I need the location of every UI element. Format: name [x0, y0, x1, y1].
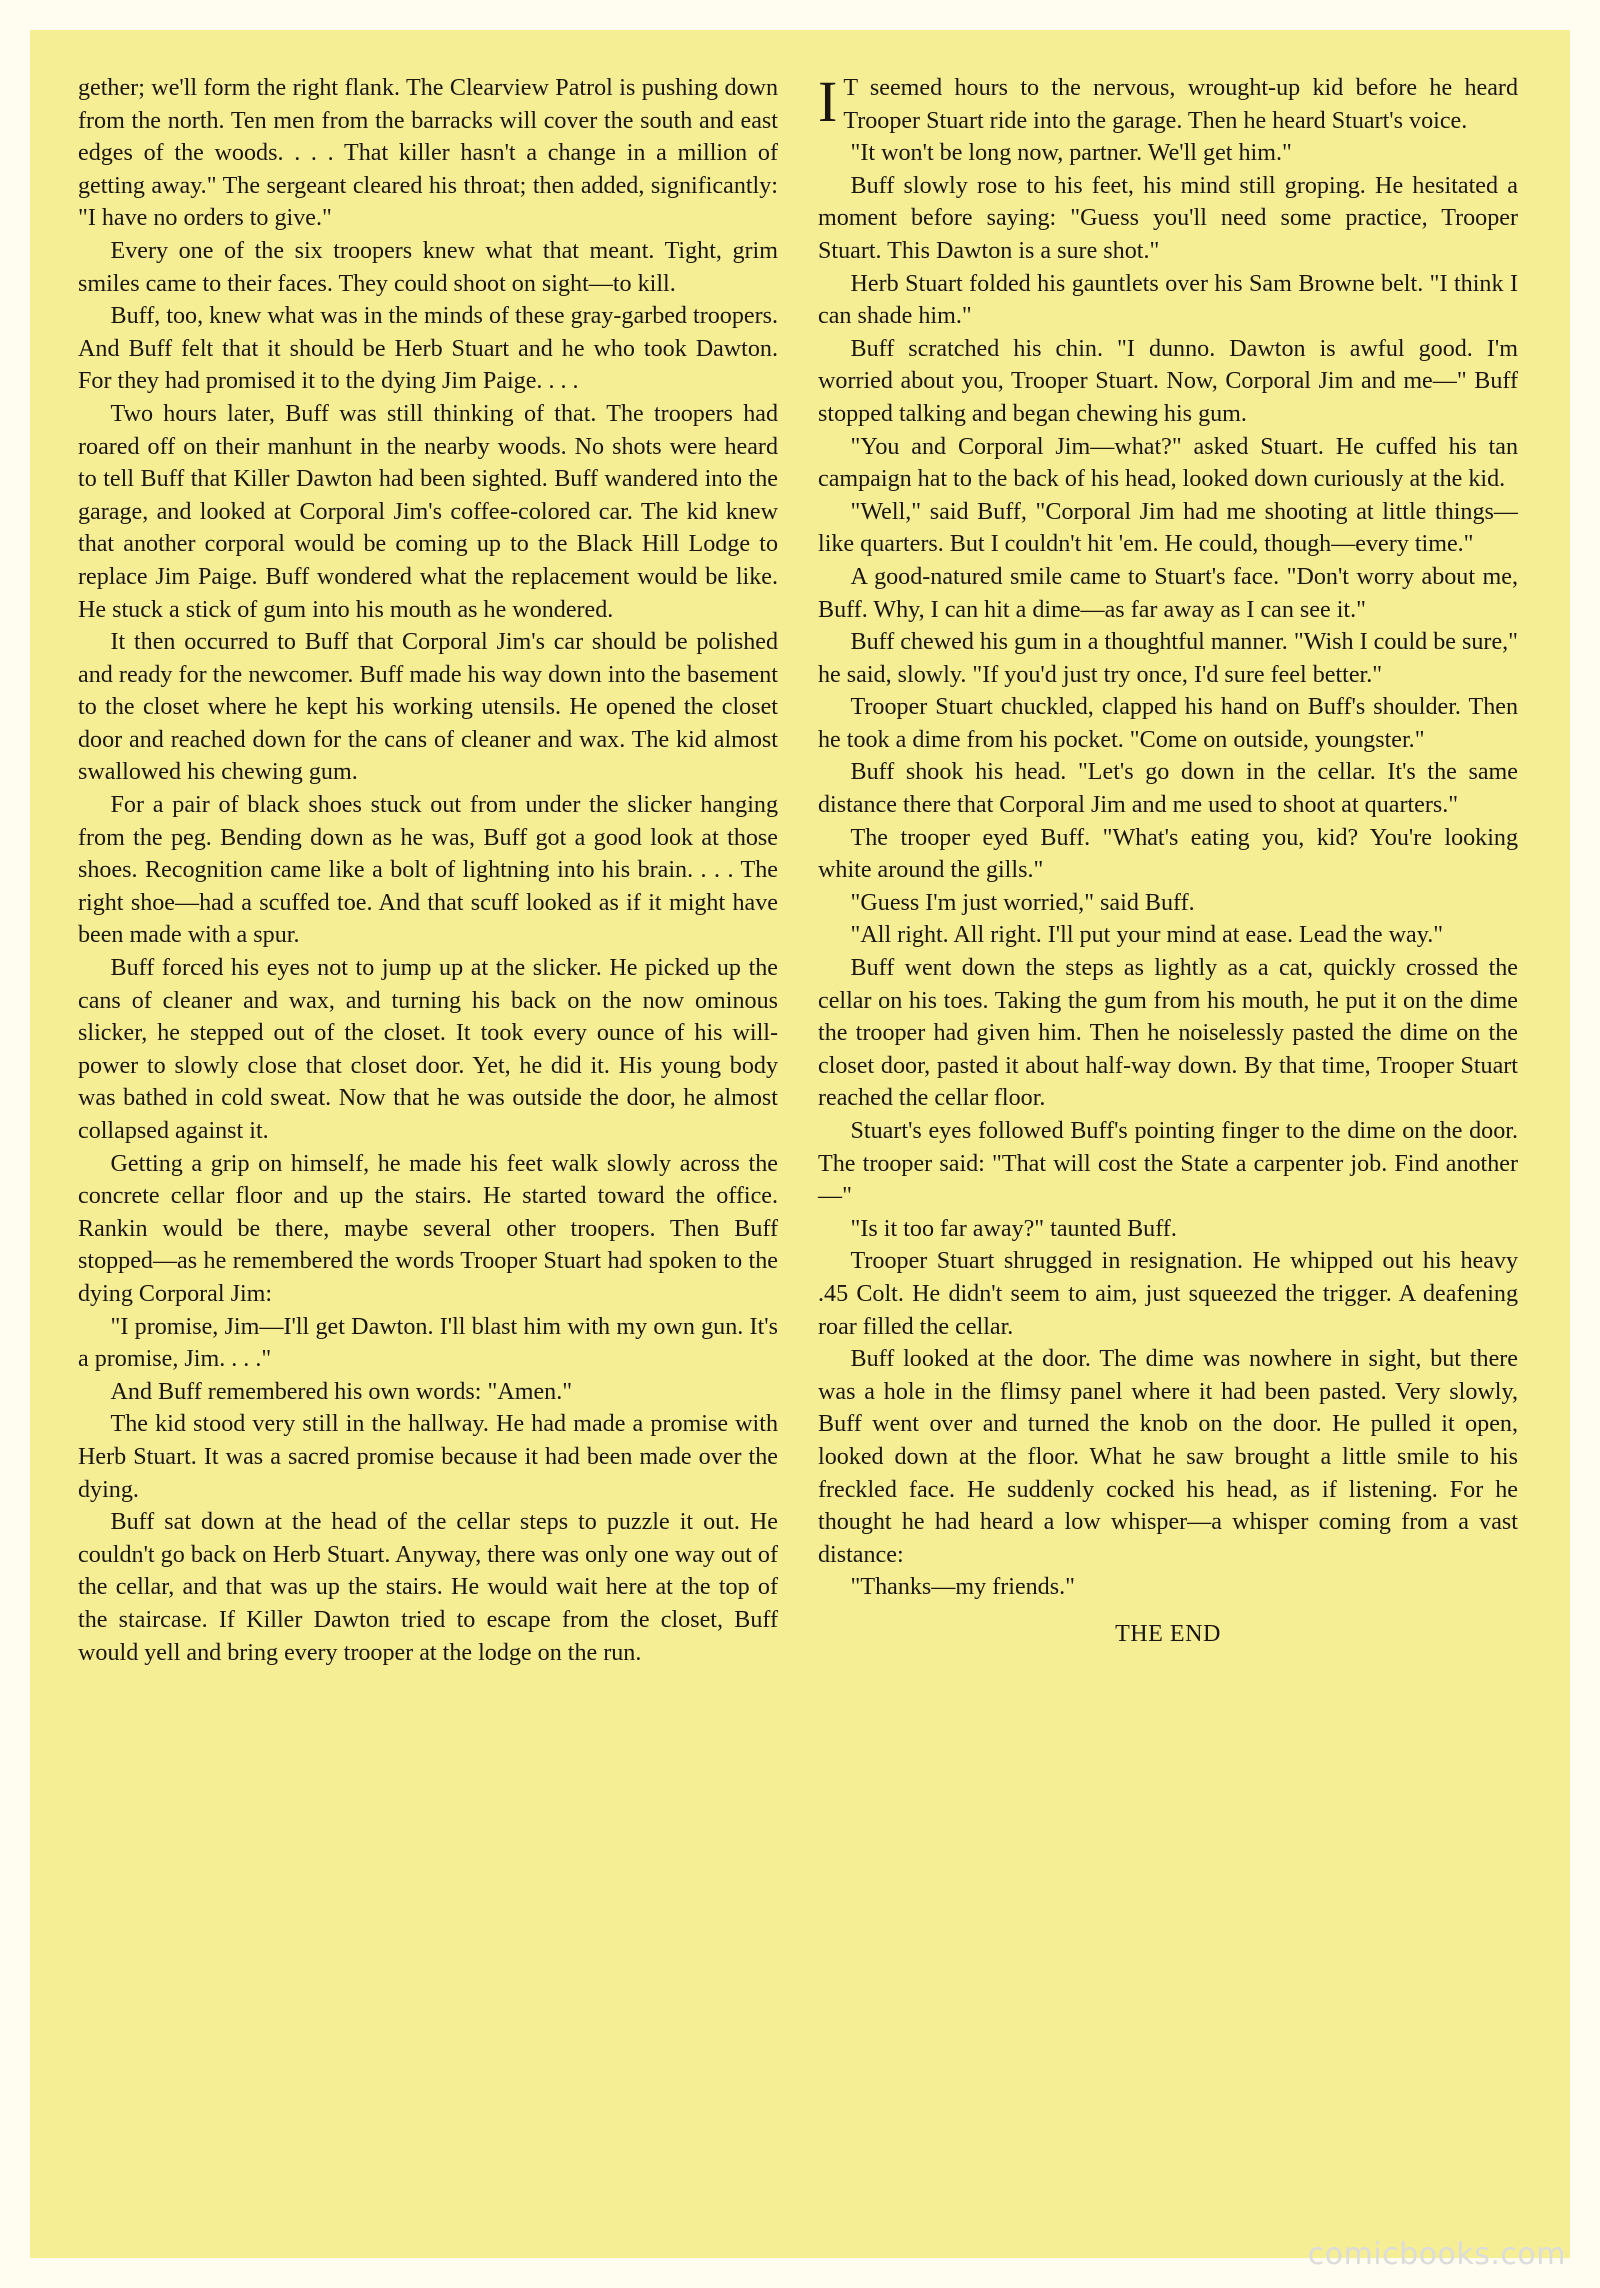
story-paragraph: "Is it too far away?" taunted Buff. [850, 1215, 1177, 1242]
the-end-label: THE END [1115, 1620, 1221, 1647]
story-paragraph: Buff chewed his gum in a thoughtful manner. "Wish I could be sure," he said, slowly. "If you'd just try once, I'd sure feel better." [818, 629, 1518, 688]
story-paragraph: Every one of the six troopers knew what that meant. Tight, grim smiles came to their faces. They could shoot on sight—to kill. [78, 237, 778, 297]
story-paragraph: "All right. All right. I'll put your mind at ease. Lead the way." [850, 922, 1444, 949]
story-paragraph: The kid stood very still in the hallway. He had made a promise with Herb Stuart. It was a sacred promise because it had been made over the dying. [78, 1411, 778, 1503]
story-paragraph: Herb Stuart folded his gauntlets over his Sam Browne belt. "I think I can shade him." [818, 270, 1518, 330]
watermark: comicbooks.com [1307, 2237, 1566, 2272]
story-paragraph: "I promise, Jim—I'll get Dawton. I'll blast him with my own gun. It's a promise, Jim. . . ." [78, 1313, 778, 1373]
drop-cap: I [818, 69, 838, 134]
story-paragraph: And Buff remembered his own words: "Amen." [110, 1378, 573, 1405]
story-paragraph: Buff looked at the door. The dime was nowhere in sight, but there was a hole in the flimsy panel where it had been pasted. Very slowly, Buff went over and turned the knob on the door. He pulled it open, looked down at the floor. What he saw brought a little smile to his freckled face. He suddenly cocked his head, as if listening. For he thought he had heard a low whisper—a whisper coming from a vast distance: [818, 1346, 1518, 1568]
left-column [78, 72, 778, 1669]
story-paragraph: Buff, too, knew what was in the minds of these gray-garbed troopers. And Buff felt that it should be Herb Stuart and he who took Dawton. For they had promised it to the dying Jim Paige. . . . [78, 303, 778, 395]
story-paragraph: "Thanks—my friends." [850, 1574, 1075, 1601]
story-paragraph: "Guess I'm just worried," said Buff. [850, 889, 1195, 916]
story-paragraph: Buff scratched his chin. "I dunno. Dawton is awful good. I'm worried about you, Trooper Stuart. Now, Corporal Jim and me—" Buff stopped talking and began chewing his gum. [818, 335, 1518, 427]
right-column [818, 69, 1518, 1651]
opening-paragraph [818, 69, 1518, 137]
story-paragraph: The trooper eyed Buff. "What's eating you, kid? You're looking white around the gills." [818, 824, 1518, 884]
story-paragraph: Trooper Stuart chuckled, clapped his hand on Buff's shoulder. Then he took a dime from his pocket. "Come on outside, youngster." [818, 694, 1518, 753]
story-paragraph: Stuart's eyes followed Buff's pointing finger to the dime on the door. The trooper said: "That will cost the State a carpenter job. Find another—" [818, 1118, 1518, 1210]
story-paragraph: Buff forced his eyes not to jump up at the slicker. He picked up the cans of cleaner and wax, and turning his back on the now ominous slicker, he stepped out of the closet. It took every ounce of his will-power to slowly close that closet door. Yet, he did it. His young body was bathed in cold sweat. Now that he was outside the door, he almost collapsed against it. [78, 955, 778, 1144]
story-paragraph: "Well," said Buff, "Corporal Jim had me shooting at little things—like quarters. But I couldn't hit 'em. He could, though—every time." [818, 498, 1518, 558]
story-paragraph: Buff sat down at the head of the cellar steps to puzzle it out. He couldn't go back on Herb Stuart. Anyway, there was only one way out of the cellar, and that was up the stairs. He would wait here at the top of the staircase. If Killer Dawton tried to escape from the closet, Buff would yell and bring every trooper at the lodge on the run. [78, 1509, 778, 1666]
story-paragraph: "It won't be long now, partner. We'll get him." [850, 140, 1292, 167]
story-paragraph: "You and Corporal Jim—what?" asked Stuart. He cuffed his tan campaign hat to the back of his head, looked down curiously at the kid. [818, 433, 1518, 493]
story-paragraph: Buff shook his head. "Let's go down in the cellar. It's the same distance there that Corporal Jim and me used to shoot at quarters." [818, 759, 1518, 819]
opening-text: T seemed hours to the nervous, wrought-up kid before he heard Trooper Stuart ride into the garage. Then he heard Stuart's voice. [843, 75, 1518, 134]
story-paragraph: Two hours later, Buff was still thinking of that. The troopers had roared off on their manhunt in the nearby woods. No shots were heard to tell Buff that Killer Dawton had been sighted. Buff wandered into the garage, and looked at Corporal Jim's coffee-colored car. The kid knew that another corporal would be coming up to the Black Hill Lodge to replace Jim Paige. Buff wondered what the replacement would be like. He stuck a stick of gum into his mouth as he wondered. [78, 400, 778, 623]
story-paragraph: gether; we'll form the right flank. The Clearview Patrol is pushing down from the north. Ten men from the barracks will cover the south and east edges of the woods. . . . That killer hasn't a change in a million of getting away." The sergeant cleared his throat; then added, significantly: "I have no orders to give." [78, 75, 778, 232]
story-paragraph: For a pair of black shoes stuck out from under the slicker hanging from the peg. Bending down as he was, Buff got a good look at those shoes. Recognition came like a bolt of lightning into his brain. . . . The right shoe—had a scuffed toe. And that scuff looked as if it might have been made with a spur. [78, 792, 778, 949]
story-paragraph: Trooper Stuart shrugged in resignation. He whipped out his heavy .45 Colt. He didn't seem to aim, just squeezed the trigger. A deafening roar filled the cellar. [818, 1248, 1518, 1340]
story-paragraph: Buff slowly rose to his feet, his mind still groping. He hesitated a moment before saying: "Guess you'll need some practice, Trooper Stuart. This Dawton is a sure shot." [818, 172, 1518, 264]
story-paragraph: Buff went down the steps as lightly as a cat, quickly crossed the cellar on his toes. Taking the gum from his mouth, he put it on the dime the trooper had given him. Then he noiselessly pasted the dime on the closet door, pasted it about half-way down. By that time, Trooper Stuart reached the cellar floor. [818, 955, 1518, 1112]
story-paragraph: It then occurred to Buff that Corporal Jim's car should be polished and ready for the newcomer. Buff made his way down into the basement to the closet where he kept his working utensils. He opened the closet door and reached down for the cans of cleaner and wax. The kid almost swallowed his chewing gum. [78, 629, 778, 786]
story-paragraph: Getting a grip on himself, he made his feet walk slowly across the concrete cellar floor and up the stairs. He started toward the office. Rankin would be there, maybe several other troopers. Then Buff stopped—as he remembered the words Trooper Stuart had spoken to the dying Corporal Jim: [78, 1150, 778, 1307]
story-paragraph: A good-natured smile came to Stuart's face. "Don't worry about me, Buff. Why, I can hit a dime—as far away as I can see it." [818, 563, 1518, 623]
